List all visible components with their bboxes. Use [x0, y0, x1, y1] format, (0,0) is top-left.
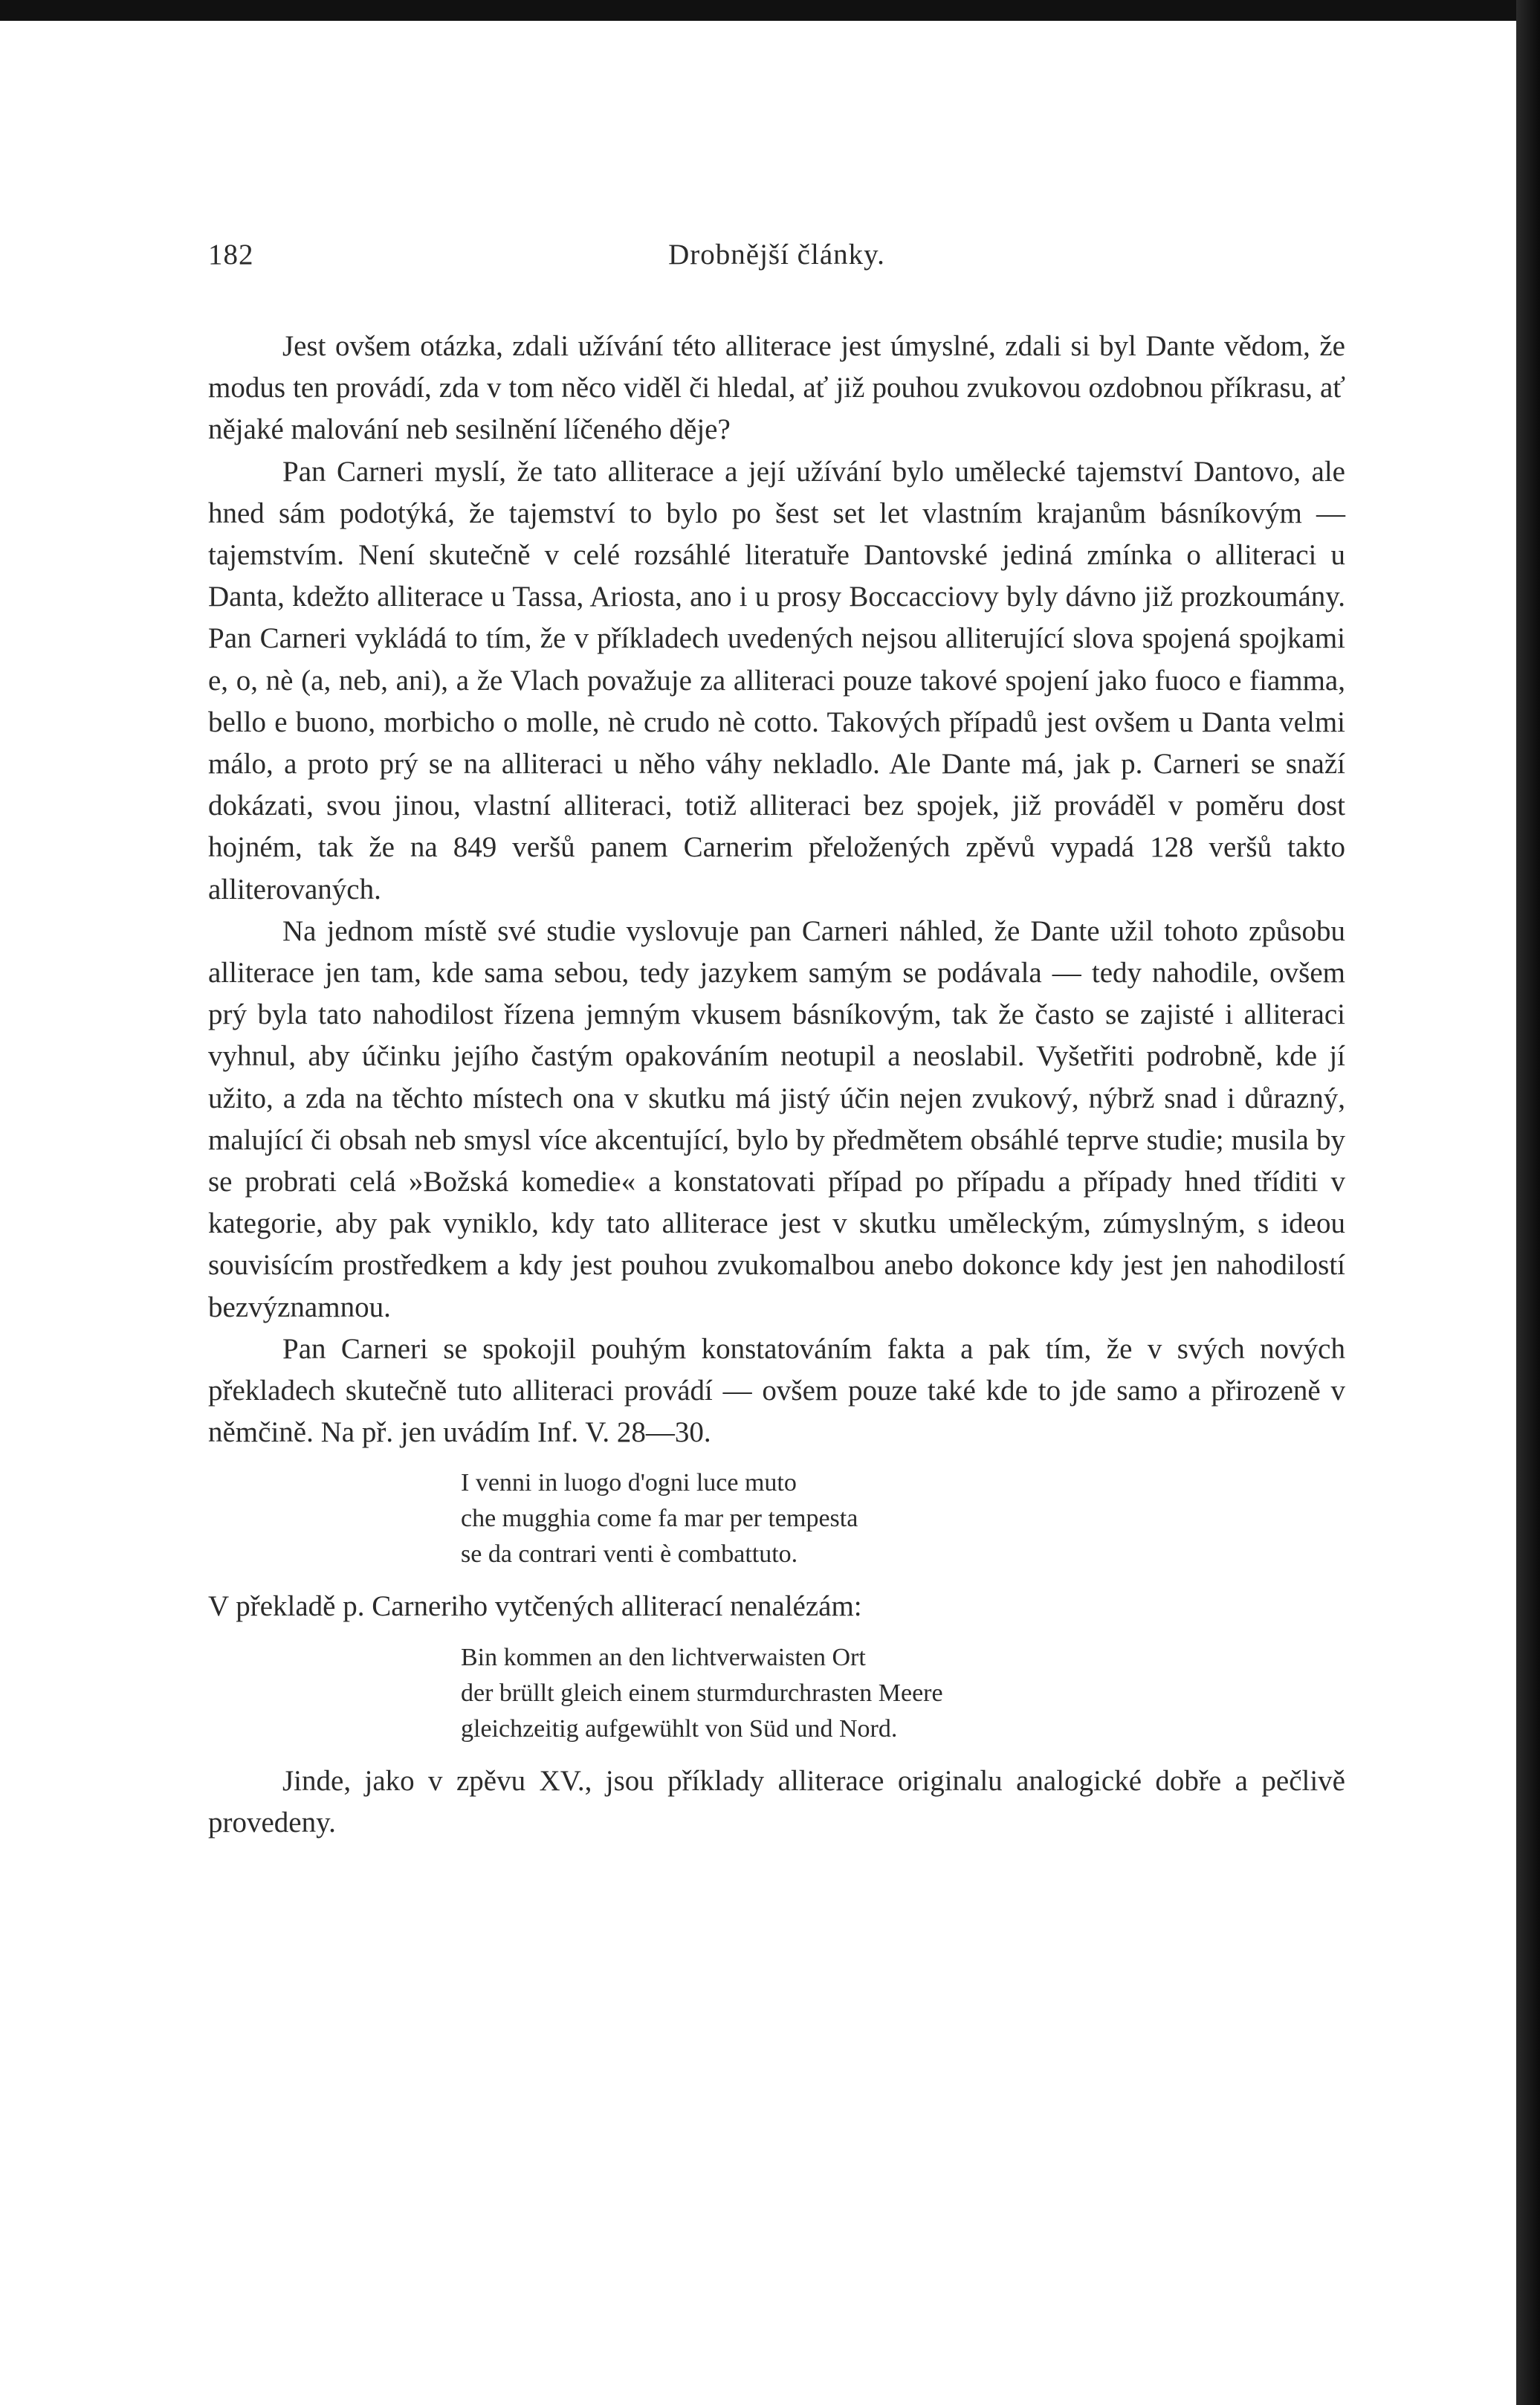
page-number: 182: [208, 239, 254, 271]
closing-paragraph: Jinde, jako v zpěvu XV., jsou příklady alliterace originalu analogické dobře a pečlivě provedeny.: [208, 1764, 1345, 1839]
page-edge-shadow: [1516, 0, 1540, 2405]
body-text: [208, 326, 1345, 1844]
translation-intro: V překladě p. Carneriho vytčených alliterací nenalézám:: [208, 1590, 862, 1623]
page-content: [208, 238, 1345, 1844]
running-header: [208, 238, 1345, 283]
verse-line: gleichzeitig aufgewühlt von Süd und Nord.: [461, 1714, 898, 1743]
paragraph-4: Pan Carneri se spokojil pouhým konstatováním fakta a pak tím, že v svých nových překladech skutečně tuto alliteraci provádí — ovšem pouze také kde to jde samo a přirozeně v němčině. Na př. jen uvádím Inf. V. 28—30.: [208, 1332, 1345, 1449]
verse-line: se da contrari venti è combattuto.: [461, 1540, 798, 1569]
paragraph-3: Na jednom místě své studie vyslovuje pan Carneri náhled, že Dante užil tohoto způsobu alliterace jen tam, kde sama sebou, tedy jazykem samým se podávala — tedy nahodile, ovšem prý byla tato nahodilost řízena jemným vkusem básníkovým, tak že často se zajisté i alliteraci vyhnul, aby účinku jejího častým opakováním neotupil a neoslabil. Vyšetřiti podrobně, kde jí užito, a zda na těchto místech ona v skutku má jistý účin nejen zvukový, nýbrž snad i důrazný, malující či obsah neb smysl více akcentující, bylo by předmětem obsáhlé teprve studie; musila by se probrati celá »Božská komedie« a konstatovati případ po případu a případy hned tříditi v kategorie, aby pak vyniklo, kdy tato alliterace jest v skutku uměleckým, zúmyslným, s ideou souvisícím prostředkem a kdy jest pouhou zvukomalbou anebo dokonce kdy jest jen nahodilostí bezvýznamnou.: [208, 914, 1345, 1323]
running-title: Drobnější články.: [668, 239, 885, 271]
verse-line: der brüllt gleich einem sturmdurchrasten Meere: [461, 1679, 943, 1707]
verse-line: I venni in luogo d'ogni luce muto: [461, 1469, 797, 1497]
german-verse-quote: [461, 1640, 1345, 1747]
verse-line: che mugghia come fa mar per tempesta: [461, 1505, 858, 1533]
paragraph-1: Jest ovšem otázka, zdali užívání této alliterace jest úmyslné, zdali si byl Dante vědom, že modus ten provádí, zda v tom něco viděl či hledal, ať již pouhou zvukovou ozdobnou příkrasu, ať nějaké malování neb sesilnění líčeného děje?: [208, 330, 1345, 446]
verse-line: Bin kommen an den lichtverwaisten Ort: [461, 1643, 866, 1671]
paragraph-2: Pan Carneri myslí, že tato alliterace a její užívání bylo umělecké tajemství Dantovo, ale hned sám podotýká, že tajemství to bylo po šest set let vlastním krajanům básníkovým — tajemstvím. Není skutečně v celé rozsáhlé literatuře Dantovské jediná zmínka o alliteraci u Danta, kdežto alliterace u Tassa, Ariosta, ano i u prosy Boccacciovy byly dávno již prozkoumány. Pan Carneri vykládá to tím, že v příkladech uvedených nejsou alliterující slova spojená spojkami e, o, nè (a, neb, ani), a že Vlach považuje za alliteraci pouze takové spojení jako fuoco e fiamma, bello e buono, morbicho o molle, nè crudo nè cotto. Takových případů jest ovšem u Danta velmi málo, a proto prý se na alliteraci u něho váhy nekladlo. Ale Dante má, jak p. Carneri se snaží dokázati, svou jinou, vlastní alliteraci, totiž alliteraci bez spojek, již prováděl v poměru dost hojném, tak že na 849 veršů panem Carnerim přeložených zpěvů vypadá 128 veršů takto alliterovaných.: [208, 455, 1345, 905]
italian-verse-quote: [461, 1465, 1345, 1572]
